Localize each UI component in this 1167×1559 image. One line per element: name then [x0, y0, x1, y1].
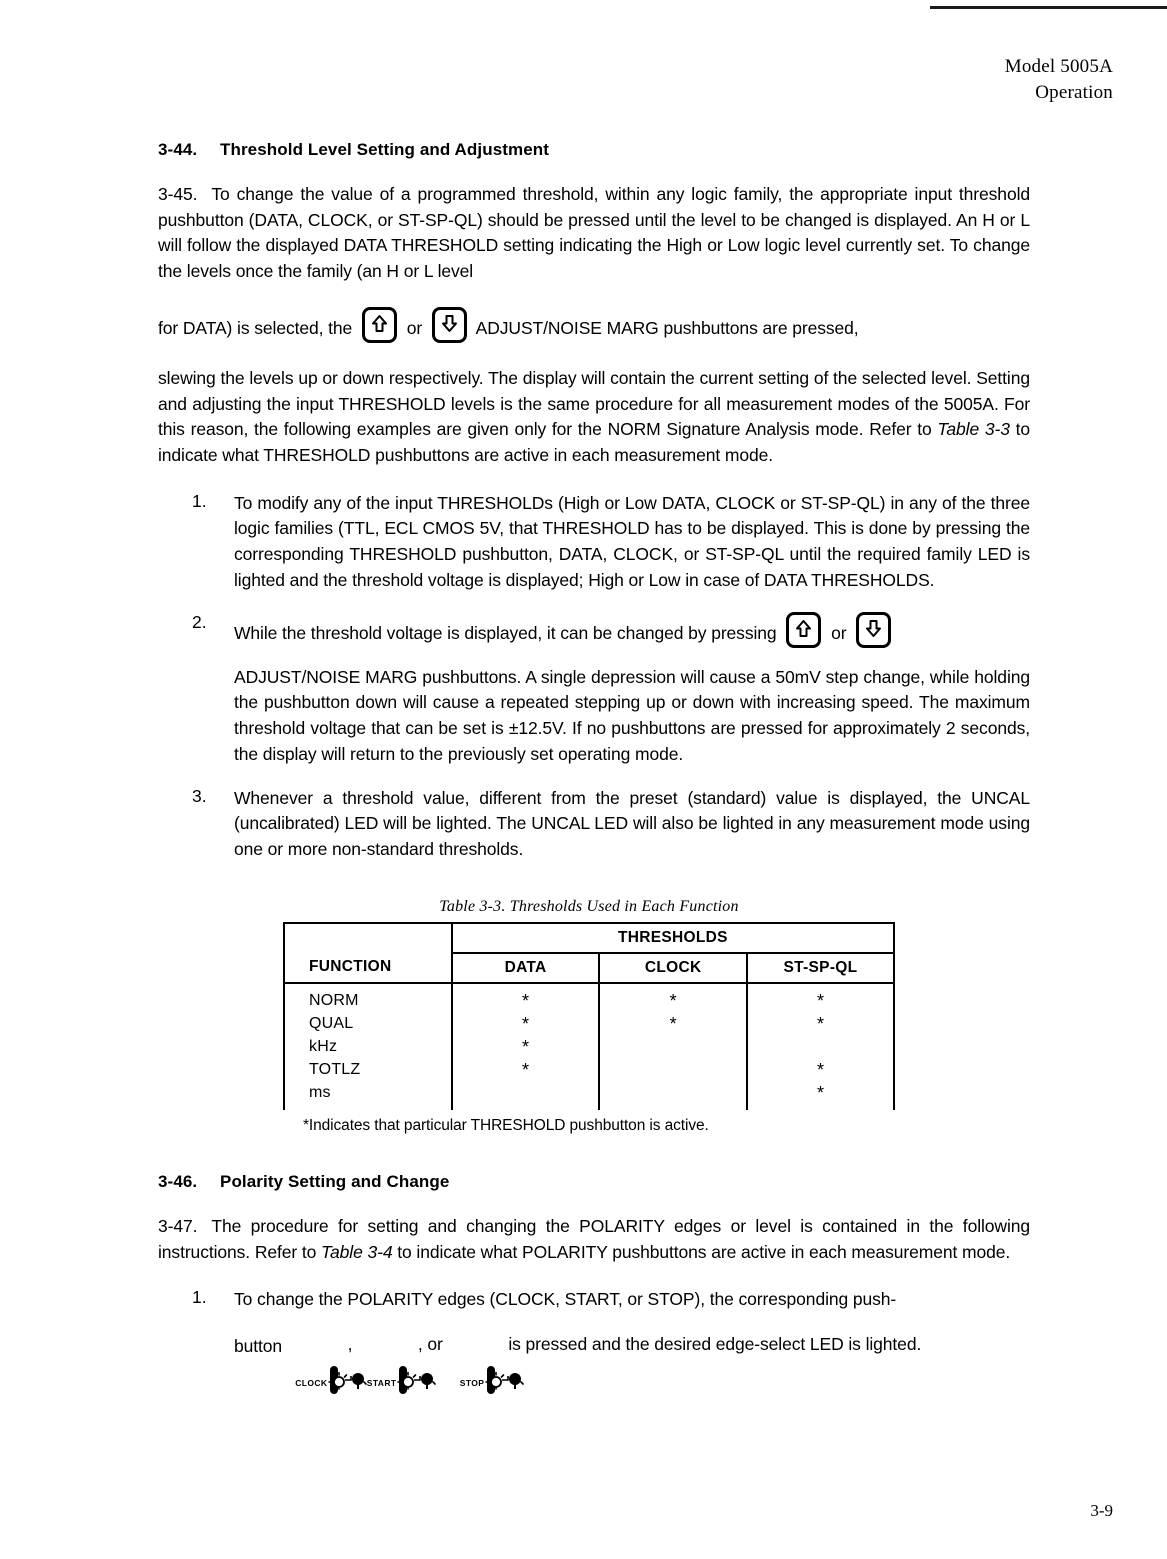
rising-edge-led	[398, 1373, 416, 1390]
list-item-button-line	[234, 1327, 1030, 1398]
paragraph-3-45-cont	[158, 366, 1030, 469]
column-header-st-sp-ql: ST-SP-QL	[747, 953, 894, 983]
cell-data: *	[452, 1035, 600, 1058]
separator-comma: ,	[347, 1334, 353, 1355]
list-item-body-text: ADJUST/NOISE MARG pushbuttons. A single depression will cause a 50mV step change, while holding the pushbutton down will cause a repeated stepping up or down with increasing speed. The maximum threshold voltage that can be set is ±12.5V. If no pushbuttons are pressed for approximately 2 seconds, the display will return to the previously set operating mode.	[234, 666, 1030, 764]
paragraph-text-b: to indicate what THRESHOLD pushbuttons are active in each measurement mode.	[158, 419, 1030, 466]
section-heading-3-46	[158, 1172, 1030, 1192]
table-3-4-reference: Table 3-4	[321, 1241, 393, 1262]
section-title: Threshold Level Setting and Adjustment	[220, 140, 550, 159]
cell-data	[452, 1081, 600, 1110]
table-row	[284, 1058, 894, 1081]
list-item-lead-text: To change the POLARITY edges (CLOCK, START, or STOP), the corresponding push-	[234, 1289, 897, 1310]
cell-st-sp-ql	[747, 1035, 894, 1058]
table-3-3	[283, 922, 895, 1110]
icon-line-lead: for DATA) is selected, the	[158, 317, 353, 338]
cell-function: ms	[284, 1081, 452, 1110]
column-header-clock: CLOCK	[599, 953, 747, 983]
table-row	[284, 1012, 894, 1035]
list-item-text: Whenever a threshold value, different from the preset (standard) value is displayed, the UNCAL (uncalibrated) LED will be lighted. The UNCAL LED will also be lighted in any measurement mode using one or more non-standard thresholds.	[234, 787, 1030, 859]
paragraph-3-45-icon-line	[158, 307, 1030, 346]
table-row	[284, 1081, 894, 1110]
clock-polarity-label: CLOCK	[295, 1378, 328, 1389]
polarity-steps-list	[158, 1287, 1030, 1398]
separator-or: , or	[417, 1334, 443, 1355]
up-arrow-pushbutton-icon[interactable]	[786, 612, 821, 648]
list-item	[158, 1287, 1030, 1398]
cell-clock	[599, 1081, 747, 1110]
section-number: 3-44.	[158, 140, 198, 159]
paragraph-number: 3-45.	[158, 184, 198, 204]
content-lower	[158, 1172, 1030, 1416]
content-upper	[158, 140, 1030, 881]
table-caption-label: Table 3-3.	[439, 898, 506, 915]
cell-function: QUAL	[284, 1012, 452, 1035]
page-number: 3-9	[1090, 1501, 1113, 1520]
table-footnote: *Indicates that particular THRESHOLD pushbutton is active.	[303, 1117, 709, 1134]
table-row	[284, 1035, 894, 1058]
header-section: Operation	[1035, 81, 1113, 103]
falling-edge-led	[421, 1373, 433, 1389]
list-item	[158, 491, 1030, 594]
list-item	[158, 786, 1030, 863]
falling-edge-led	[509, 1373, 521, 1389]
cell-data: *	[452, 983, 600, 1012]
cell-function: kHz	[284, 1035, 452, 1058]
header-model: Model 5005A	[1004, 56, 1113, 77]
table-3-3-block	[283, 898, 895, 1135]
clock-polarity-pushbutton[interactable]	[289, 1363, 341, 1398]
section-heading-3-44	[158, 140, 1030, 160]
cell-data: *	[452, 1058, 600, 1081]
up-arrow-pushbutton-icon[interactable]	[362, 307, 397, 343]
section-title: Polarity Setting and Change	[220, 1172, 450, 1191]
running-header	[1005, 54, 1113, 105]
icon-line-or: or	[406, 317, 423, 338]
list-marker: 3.	[192, 785, 207, 806]
cell-clock	[599, 1035, 747, 1058]
cell-st-sp-ql: *	[747, 1081, 894, 1110]
column-header-thresholds: THRESHOLDS	[452, 923, 894, 953]
cell-function: NORM	[284, 983, 452, 1012]
table-3-3-reference: Table 3-3	[937, 419, 1010, 440]
column-header-data: DATA	[452, 953, 600, 983]
list-item-lead-line	[234, 612, 1030, 651]
stop-polarity-pushbutton[interactable]	[450, 1363, 502, 1398]
cell-function: TOTLZ	[284, 1058, 452, 1081]
rising-edge-led	[486, 1373, 504, 1390]
list-marker: 1.	[192, 1287, 207, 1308]
table-row	[284, 983, 894, 1012]
start-polarity-label: START	[366, 1378, 397, 1389]
list-marker: 1.	[192, 490, 207, 511]
paragraph-text-a: slewing the levels up or down respectively. The display will contain the current setting of the selected level. Setting and adjusting the input THRESHOLD levels is the same procedure for all measurement modes of the 5005A. For this reason, the following examples are given only for the NORM Signature Analysis mode. Refer to	[158, 367, 1030, 440]
cell-st-sp-ql: *	[747, 983, 894, 1012]
paragraph-text-b: to indicate what POLARITY pushbuttons are active in each measurement mode.	[392, 1241, 1011, 1262]
cell-clock	[599, 1058, 747, 1081]
table-caption-title: Thresholds Used in Each Function	[509, 898, 739, 915]
paragraph-3-47	[158, 1214, 1030, 1265]
paragraph-number: 3-47.	[158, 1216, 198, 1236]
cell-st-sp-ql: *	[747, 1012, 894, 1035]
column-header-function: FUNCTION	[284, 923, 452, 983]
section-number: 3-46.	[158, 1172, 198, 1191]
down-arrow-pushbutton-icon[interactable]	[856, 612, 891, 648]
list-item-tail-text: is pressed and the desired edge-select LED is lighted.	[508, 1334, 922, 1355]
cell-data: *	[452, 1012, 600, 1035]
stop-polarity-label: STOP	[459, 1378, 485, 1389]
table-caption	[283, 898, 895, 916]
icon-line-tail: ADJUST/NOISE MARG pushbuttons are pressed,	[475, 317, 859, 338]
rising-edge-led	[329, 1373, 347, 1390]
cell-clock: *	[599, 983, 747, 1012]
list-item	[158, 612, 1030, 768]
down-arrow-pushbutton-icon[interactable]	[432, 307, 467, 343]
paragraph-text-a: The procedure for setting and changing the POLARITY edges or level is contained in the following instructions. Refer to	[158, 1216, 1030, 1262]
table-header-row-group	[284, 923, 894, 953]
list-item-text: To modify any of the input THRESHOLDs (High or Low DATA, CLOCK or ST-SP-QL) in any of the three logic families (TTL, ECL CMOS 5V, that THRESHOLD has to be displayed. This is done by pressing the corresponding THRESHOLD pushbutton, DATA, CLOCK, or ST-SP-QL until the required family LED is lighted and the threshold voltage is displayed; High or Low in case of DATA THRESHOLDS.	[234, 492, 1030, 590]
cell-st-sp-ql: *	[747, 1058, 894, 1081]
list-item-button-word: button	[234, 1336, 283, 1357]
cell-clock: *	[599, 1012, 747, 1035]
list-item-or: or	[831, 622, 847, 643]
paragraph-text: To change the value of a programmed threshold, within any logic family, the appropriate input threshold pushbutton (DATA, CLOCK, or ST-SP-QL) should be pressed until the level to be changed is displayed. An H or L will follow the displayed DATA THRESHOLD setting indicating the High or Low logic level currently set. To change the levels once the family (an H or L level	[158, 184, 1030, 282]
start-polarity-pushbutton[interactable]	[359, 1363, 411, 1398]
threshold-steps-list	[158, 491, 1030, 863]
list-item-lead-text: While the threshold voltage is displayed, it can be changed by pressing	[234, 622, 777, 643]
paragraph-3-45	[158, 182, 1030, 285]
list-marker: 2.	[192, 611, 207, 632]
top-rule	[930, 6, 1167, 9]
